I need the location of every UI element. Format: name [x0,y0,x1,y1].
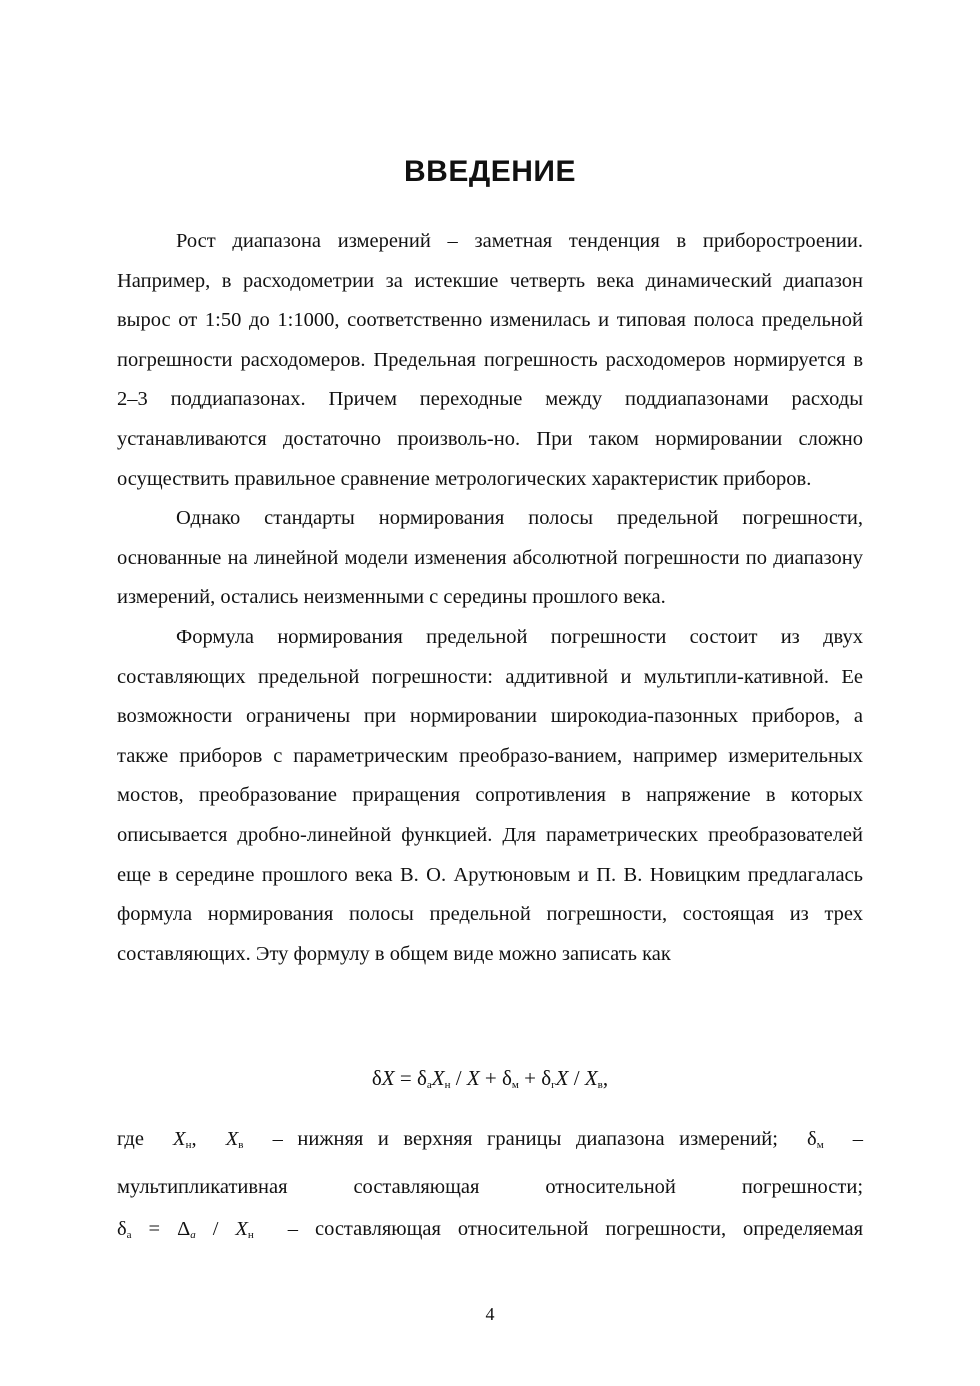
explanation-line-1: где $X_н$, $X_в$ – нижняя и верхняя границы диапазона измерений; $\delta_м$ – [117,1128,864,1151]
paragraph-2: Однако стандарты нормирования полосы предельной погрешности, основанные на линейной модели изменения абсолютной погрешности по диапазону измерений, остались неизменными с середины прошлого века. [117,507,863,609]
paragraph-1: Рост диапазона измерений – заметная тенденция в приборостроении. Например, в расходометрии за истекшие четверть века динамический диапазон вырос от 1:50 до 1:1000, соответственно изменилась и типовая полоса предельной погрешности расходомеров. Предельная погрешность расходомеров нормируется в 2–3 поддиапазонах. Причем переходные между поддиапазонами расходы устанавливаются достаточно произволь-но. При таком нормировании сложно осуществить правильное сравнение метрологических характеристик приборов. [117,230,863,490]
body-text [117,222,863,974]
explanation-line-2: мультипликативная составляющая относительной погрешности; [117,1176,864,1198]
formula: $\delta X = \delta_аX_н / X + \delta_м + \delta_гX / X_в$, [371,1066,609,1091]
formula-explanation [117,1118,863,1256]
explanation-line-3: $\delta_а = \Delta_a / X_н$ – составляющая относительной погрешности, определяемая [117,1218,863,1241]
paragraph-3: Формула нормирования предельной погрешности состоит из двух составляющих предельной погрешности: аддитивной и мультипли-кативной. Ее возможности ограничены при нормировании широкодиа-пазонных приборов, а также приборов с параметрическим преобразо-ванием, например измерительных мостов, преобразование приращения сопротивления в напряжение в которых описывается дробно-линейной функцией. Для параметрических преобразователей еще в середине прошлого века В. О. Арутюновым и П. В. Новицким предлагалась формула нормирования полосы предельной погрешности, состоящая из трех составляющих. Эту формулу в общем виде можно записать как [117,625,863,965]
page-title: ВВЕДЕНИЕ [404,155,576,188]
page-number: 4 [485,1304,495,1324]
